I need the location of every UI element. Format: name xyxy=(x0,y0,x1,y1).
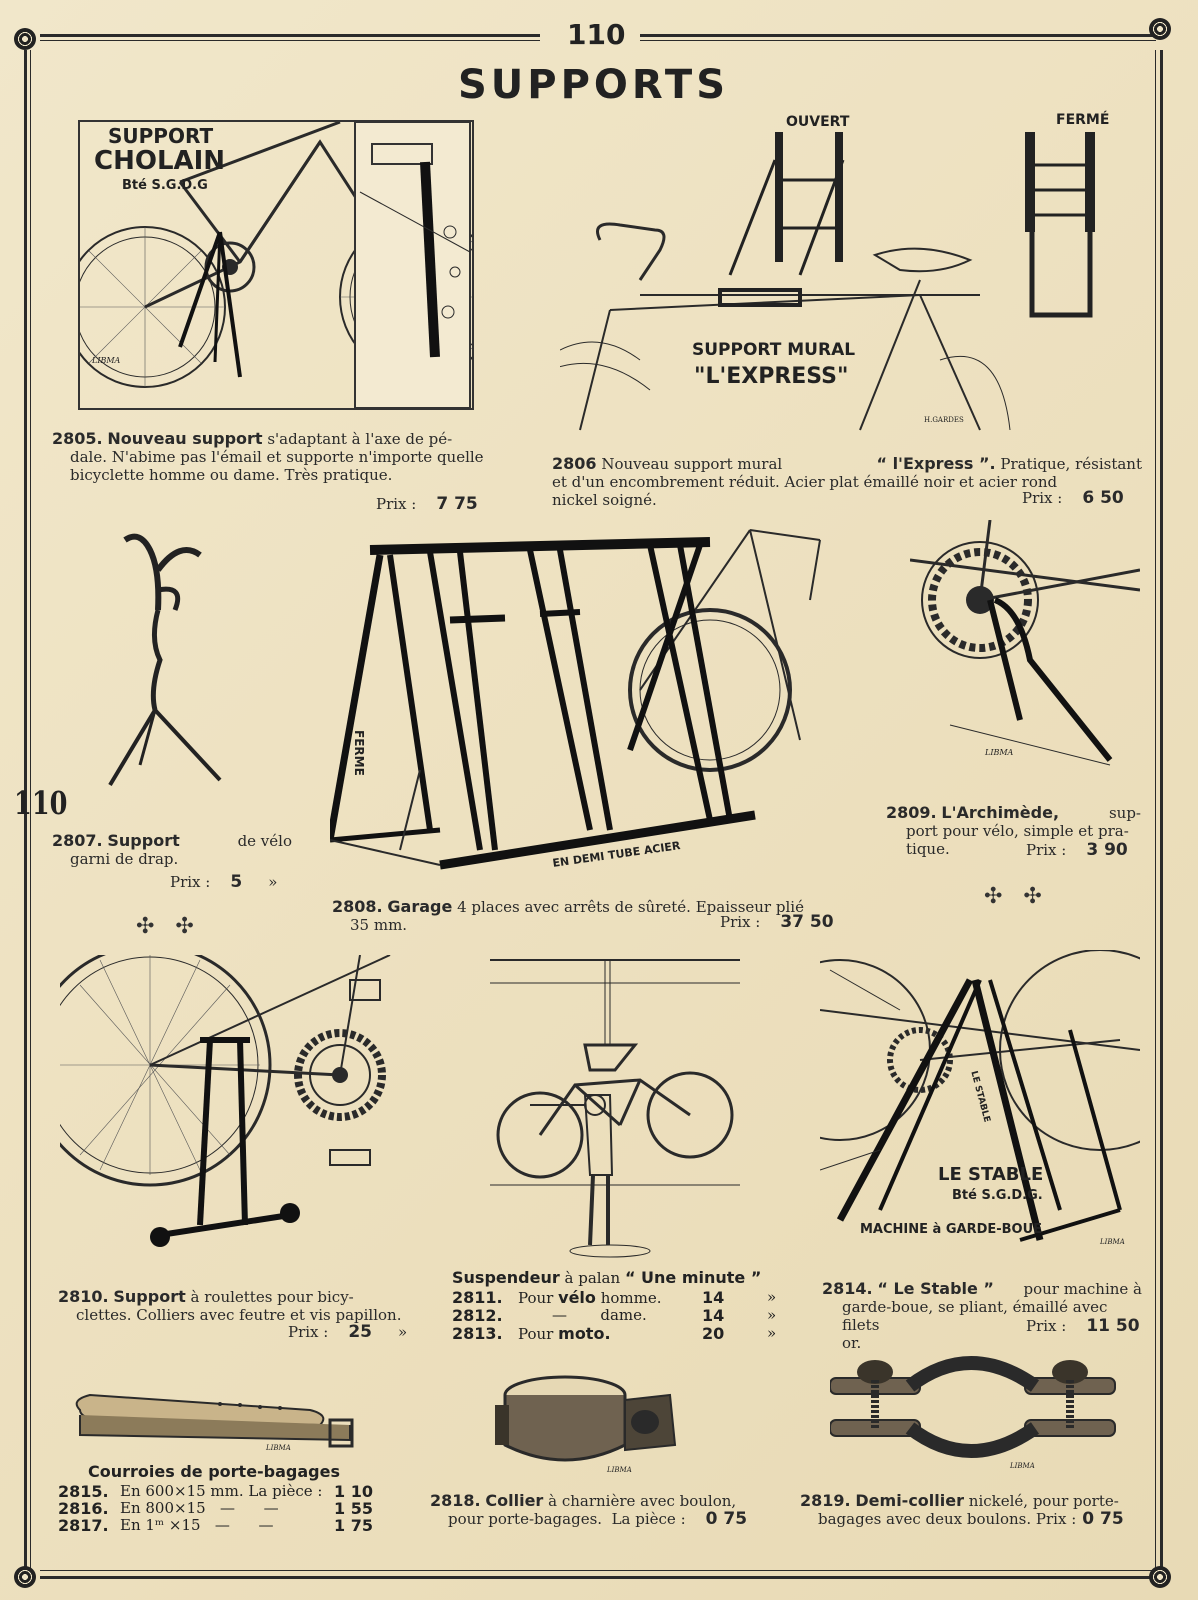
description-text: de vélo xyxy=(237,832,292,850)
archimede-drawing xyxy=(910,520,1140,790)
hoist-drawing xyxy=(490,955,740,1265)
item-number: 2811. xyxy=(452,1288,503,1307)
row-desc: En 1ᵐ ×15 — — xyxy=(120,1516,274,1534)
row-desc: homme. xyxy=(600,1289,662,1307)
hoist-row xyxy=(452,1306,782,1324)
item-number: 2816. xyxy=(58,1499,109,1518)
artist-signature: LIBMA xyxy=(985,748,1014,757)
hoist-price-list xyxy=(452,1288,782,1342)
price-label: Prix : xyxy=(1022,489,1063,507)
price-label: Prix : xyxy=(720,913,761,931)
caption-wall-support: SUPPORT MURAL xyxy=(692,340,856,360)
illustration-2814 xyxy=(820,950,1140,1260)
hoist-heading-text: à palan xyxy=(564,1269,621,1287)
illustration-straps xyxy=(70,1380,370,1460)
description-text: bagages avec deux boulons. xyxy=(818,1510,1032,1528)
price-value: 37 50 xyxy=(780,912,834,932)
price-2808 xyxy=(720,912,834,932)
page-title: SUPPORTS xyxy=(458,62,730,108)
artist-signature: LIBMA xyxy=(1010,1462,1035,1470)
hoist-heading-name: Suspendeur xyxy=(452,1268,560,1287)
corner-rosette-icon xyxy=(1149,18,1171,40)
row-desc: Pour xyxy=(518,1289,554,1307)
description-text: nickel soigné. xyxy=(552,491,657,509)
price-label: Prix : xyxy=(288,1323,329,1341)
description-text: bicyclette homme ou dame. Très pratique. xyxy=(70,466,393,484)
frame-top-left xyxy=(40,34,540,37)
price-value: 3 90 xyxy=(1086,840,1128,860)
description-text: 4 places avec arrêts de sûreté. Epaisseur plié xyxy=(457,898,804,916)
item-name: L'Archimède, xyxy=(941,803,1060,822)
description-text: 35 mm. xyxy=(350,916,408,934)
item-number: 2805. xyxy=(52,429,103,448)
description-2805 xyxy=(52,430,492,484)
description-text: or. xyxy=(842,1334,862,1352)
row-price: 1 55 xyxy=(334,1499,373,1518)
caption-le-stable: LE STABLE xyxy=(938,1164,1044,1185)
description-text: et d'un encombrement réduit. Acier plat émaillé noir et acier rond xyxy=(552,473,1058,491)
illustration-2807 xyxy=(100,530,230,800)
description-text: Pratique, résistant xyxy=(1000,455,1142,473)
row-suffix: » xyxy=(767,1324,777,1342)
roller-stand-drawing xyxy=(60,955,420,1275)
price-label: Prix : xyxy=(1026,1317,1067,1335)
hoist-row xyxy=(452,1288,782,1306)
corner-rosette-icon xyxy=(1149,1566,1171,1588)
price-value: 6 50 xyxy=(1082,488,1124,508)
frame-top-right xyxy=(640,34,1156,37)
strap-drawing xyxy=(70,1380,370,1460)
item-number: 2815. xyxy=(58,1482,109,1501)
price-value: 25 xyxy=(348,1322,373,1342)
price-suffix: » xyxy=(268,873,278,891)
hinged-collar-drawing xyxy=(495,1370,695,1480)
description-text: tique. xyxy=(906,840,950,858)
row-desc: En 800×15 — — xyxy=(120,1499,279,1517)
price-label: Prix : xyxy=(1026,841,1067,859)
straps-heading-text: Courroies de porte-bagages xyxy=(88,1462,341,1481)
ornament-icon: ✣ ✣ xyxy=(984,884,1042,909)
price-2805 xyxy=(376,494,478,514)
caption-cholain: CHOLAIN xyxy=(94,146,226,176)
description-text: pour machine à xyxy=(1023,1280,1142,1298)
item-number: 2819. xyxy=(800,1491,851,1510)
description-text: nickelé, pour porte- xyxy=(968,1492,1119,1510)
item-name: “ l'Express ”. xyxy=(876,454,996,473)
artist-signature: LIBMA xyxy=(266,1444,291,1452)
row-price: 14 xyxy=(702,1288,725,1307)
illustration-2806 xyxy=(560,110,1140,440)
label-open: OUVERT xyxy=(786,114,850,130)
corner-rosette-icon xyxy=(14,1566,36,1588)
label-material: EN DEMI TUBE ACIER xyxy=(551,839,682,870)
row-desc-bold: moto. xyxy=(558,1324,611,1343)
item-name: Support xyxy=(107,831,180,850)
item-number: 2806 xyxy=(552,454,597,473)
row-suffix: » xyxy=(767,1288,777,1306)
garage-rack-drawing xyxy=(330,520,840,890)
hoist-row xyxy=(452,1324,782,1342)
price-2814 xyxy=(1026,1316,1140,1336)
row-desc-bold: vélo xyxy=(558,1288,596,1307)
item-number: 2810. xyxy=(58,1287,109,1306)
artist-signature: LIBMA xyxy=(92,356,121,365)
row-price: 14 xyxy=(702,1306,725,1325)
hoist-heading xyxy=(452,1268,761,1287)
item-name: “ Le Stable ” xyxy=(877,1279,994,1298)
item-name: Collier xyxy=(485,1491,544,1510)
hoist-heading-model: “ Une minute ” xyxy=(624,1268,762,1287)
description-text: sup- xyxy=(1108,804,1141,822)
item-name: Nouveau support xyxy=(107,429,263,448)
label-fold: FERME xyxy=(352,730,366,776)
item-name: Support xyxy=(113,1287,186,1306)
price-2810 xyxy=(288,1322,407,1342)
price-value: 7 75 xyxy=(436,494,478,514)
caption-patent: Bté S.G.D.G. xyxy=(952,1188,1043,1203)
price-2807 xyxy=(170,872,277,892)
frame-right xyxy=(1160,50,1163,1568)
description-text: port pour vélo, simple et pra- xyxy=(906,822,1129,840)
row-price: 1 10 xyxy=(334,1482,373,1501)
row-suffix: » xyxy=(767,1306,777,1324)
half-collar-drawing xyxy=(830,1350,1120,1470)
row-desc: Pour xyxy=(518,1325,554,1343)
item-number: 2818. xyxy=(430,1491,481,1510)
illustration-hoist xyxy=(490,955,740,1265)
price-2806 xyxy=(1022,488,1124,508)
straps-price-list xyxy=(58,1482,388,1533)
ornament-icon: ✣ ✣ xyxy=(136,914,194,939)
caption-support: SUPPORT xyxy=(108,124,214,148)
row-desc: dame. xyxy=(600,1306,647,1324)
description-text: garde-boue, se pliant, émaillé avec filets xyxy=(842,1298,1108,1334)
item-number: 2814. xyxy=(822,1279,873,1298)
item-number: 2812. xyxy=(452,1306,503,1325)
illustration-2809 xyxy=(910,520,1140,790)
frame-top-left-thin xyxy=(40,40,540,41)
page-number: 110 xyxy=(567,18,626,51)
frame-bottom xyxy=(40,1576,1156,1579)
item-number: 2813. xyxy=(452,1324,503,1343)
item-number: 2808. xyxy=(332,897,383,916)
description-text: garni de drap. xyxy=(70,850,179,868)
caption-express: "L'EXPRESS" xyxy=(694,364,849,389)
description-text: clettes. Colliers avec feutre et vis papillon. xyxy=(76,1306,402,1324)
illustration-2808 xyxy=(330,520,840,890)
description-2819 xyxy=(800,1492,1145,1528)
row-desc: En 600×15 mm. La pièce : xyxy=(120,1482,323,1500)
illustration-2818 xyxy=(495,1370,695,1480)
price-label: Prix : xyxy=(170,873,211,891)
caption-mudguard-machine: MACHINE à GARDE-BOUE xyxy=(860,1222,1043,1237)
artist-signature: H.GARDES xyxy=(924,416,964,424)
artist-signature: LIBMA xyxy=(607,1466,632,1474)
price-value: 0 75 xyxy=(705,1509,748,1529)
support-stand-drawing xyxy=(100,530,230,800)
frame-right-thin xyxy=(1155,50,1156,1568)
illustration-2805 xyxy=(78,120,474,410)
price-value: 11 50 xyxy=(1086,1316,1140,1336)
row-desc: — xyxy=(552,1306,567,1324)
side-page-number: 110 xyxy=(14,784,68,822)
description-text: pour porte-bagages. La pièce : xyxy=(448,1510,686,1528)
caption-le-stable-frame: LE STABLE xyxy=(968,1070,992,1124)
price-value: 5 xyxy=(230,872,243,892)
description-2818 xyxy=(430,1492,760,1528)
wall-mount-drawing xyxy=(560,110,1140,440)
frame-bottom-thin xyxy=(40,1570,1156,1571)
artist-signature: LIBMA xyxy=(1100,1238,1125,1246)
item-number: 2817. xyxy=(58,1516,109,1535)
straps-row xyxy=(58,1482,388,1499)
item-number: 2807. xyxy=(52,831,103,850)
illustration-2810 xyxy=(60,955,420,1275)
price-value: 0 75 xyxy=(1082,1509,1124,1529)
description-text: à roulettes pour bicy- xyxy=(190,1288,354,1306)
corner-rosette-icon xyxy=(14,28,36,50)
price-label: Prix : xyxy=(1035,1510,1077,1528)
description-2807 xyxy=(52,832,292,868)
illustration-2819 xyxy=(830,1350,1120,1470)
description-2810 xyxy=(58,1288,413,1324)
price-label: Prix : xyxy=(376,495,417,513)
item-name: Demi-collier xyxy=(855,1491,964,1510)
straps-row xyxy=(58,1516,388,1533)
row-price: 20 xyxy=(702,1324,725,1343)
item-number: 2809. xyxy=(886,803,937,822)
description-text: Nouveau support mural xyxy=(601,455,783,473)
caption-patent: Bté S.G.D.G xyxy=(122,178,208,193)
label-closed: FERMÉ xyxy=(1056,112,1110,128)
frame-top-right-thin xyxy=(640,40,1156,41)
description-text: dale. N'abime pas l'émail et supporte n'importe quelle xyxy=(70,448,484,466)
straps-row xyxy=(58,1499,388,1516)
row-price: 1 75 xyxy=(334,1516,373,1535)
price-2809 xyxy=(1026,840,1128,860)
price-suffix: » xyxy=(398,1323,408,1341)
description-text: s'adaptant à l'axe de pé- xyxy=(267,430,453,448)
item-name: Garage xyxy=(387,897,453,916)
straps-heading xyxy=(88,1462,340,1481)
description-text: à charnière avec boulon, xyxy=(548,1492,737,1510)
